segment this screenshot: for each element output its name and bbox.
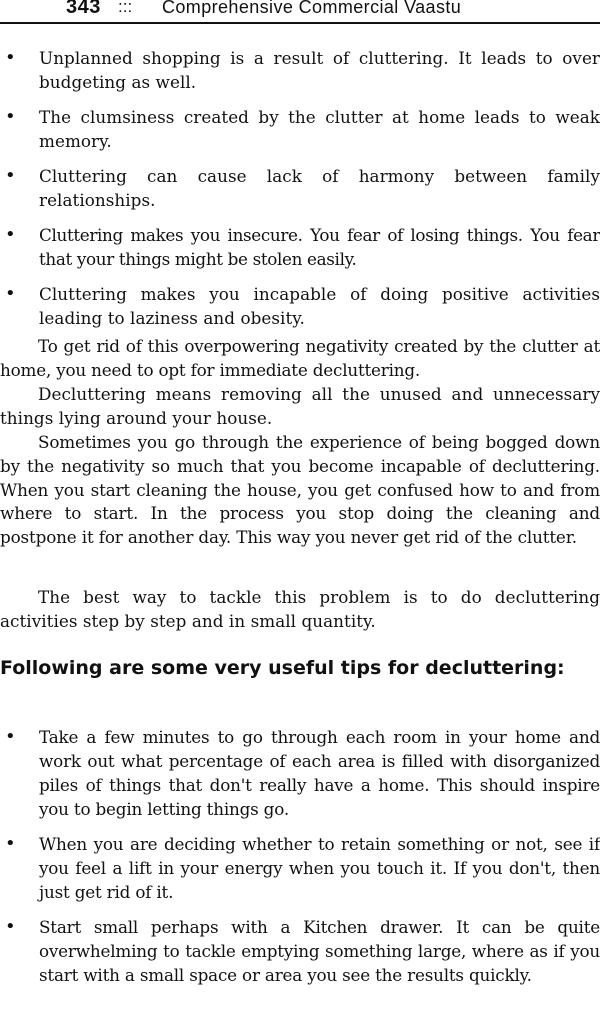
running-header — [0, 0, 600, 22]
bullet-icon: • — [5, 833, 16, 854]
bullet-icon: • — [5, 165, 16, 186]
list-item — [0, 725, 600, 821]
list-item-text: Cluttering makes you insecure. You fear of losing things. You fear that your things might be stolen easily. — [39, 225, 600, 269]
bullet-icon: • — [5, 283, 16, 304]
list-item — [0, 915, 600, 987]
list-item — [0, 223, 600, 271]
bullet-icon: • — [5, 47, 16, 68]
bullet-icon: • — [5, 106, 16, 127]
list-item-text: Cluttering makes you incapable of doing positive activities leading to laziness and obesity. — [39, 284, 600, 328]
bullet-icon: • — [5, 224, 16, 245]
list-item-text: The clumsiness created by the clutter at home leads to weak memory. — [39, 107, 600, 151]
list-item — [0, 46, 600, 94]
body-paragraph: Sometimes you go through the experience of being bogged down by the negativity so much that you become incapable of decluttering. When you start cleaning the house, you get confused how to and from where to start. In the process you stop doing the cleaning and postpone it for another day. This way you never get rid of the clutter. — [0, 432, 600, 548]
list-item-text: Unplanned shopping is a result of cluttering. It leads to over budgeting as well. — [39, 48, 600, 92]
list-item — [0, 282, 600, 330]
list-item-text: Cluttering can cause lack of harmony between family relationships. — [39, 166, 600, 210]
bullet-icon: • — [5, 726, 16, 747]
list-item-text: Start small perhaps with a Kitchen drawer. It can be quite overwhelming to tackle emptying something large, where as if you start with a small space or area you see the results quickly. — [39, 917, 600, 985]
body-paragraph: To get rid of this overpowering negativity created by the clutter at home, you need to opt for immediate decluttering. — [0, 336, 600, 380]
clutter-effects-list — [0, 46, 600, 330]
list-item-text: When you are deciding whether to retain something or not, see if you feel a lift in your energy when you touch it. If you don't, then just get rid of it. — [39, 834, 600, 902]
body-paragraph: The best way to tackle this problem is to do decluttering activities step by step and in small quantity. — [0, 587, 600, 631]
header-separator: ::: — [118, 0, 133, 16]
decluttering-tips-list — [0, 725, 600, 987]
book-title: Comprehensive Commercial Vaastu — [162, 0, 462, 17]
list-item — [0, 832, 600, 904]
list-item-text: Take a few minutes to go through each room in your home and work out what percentage of each area is filled with disorganized piles of things that don't really have a home. This should inspire you to begin letting things go. — [39, 727, 600, 819]
header-rule — [0, 22, 600, 24]
body-paragraph: Decluttering means removing all the unused and unnecessary things lying around your house. — [0, 384, 600, 428]
list-item — [0, 164, 600, 212]
list-item — [0, 105, 600, 153]
bullet-icon: • — [5, 916, 16, 937]
section-heading: Following are some very useful tips for decluttering: — [0, 657, 565, 679]
page-number: 343 — [66, 0, 101, 18]
